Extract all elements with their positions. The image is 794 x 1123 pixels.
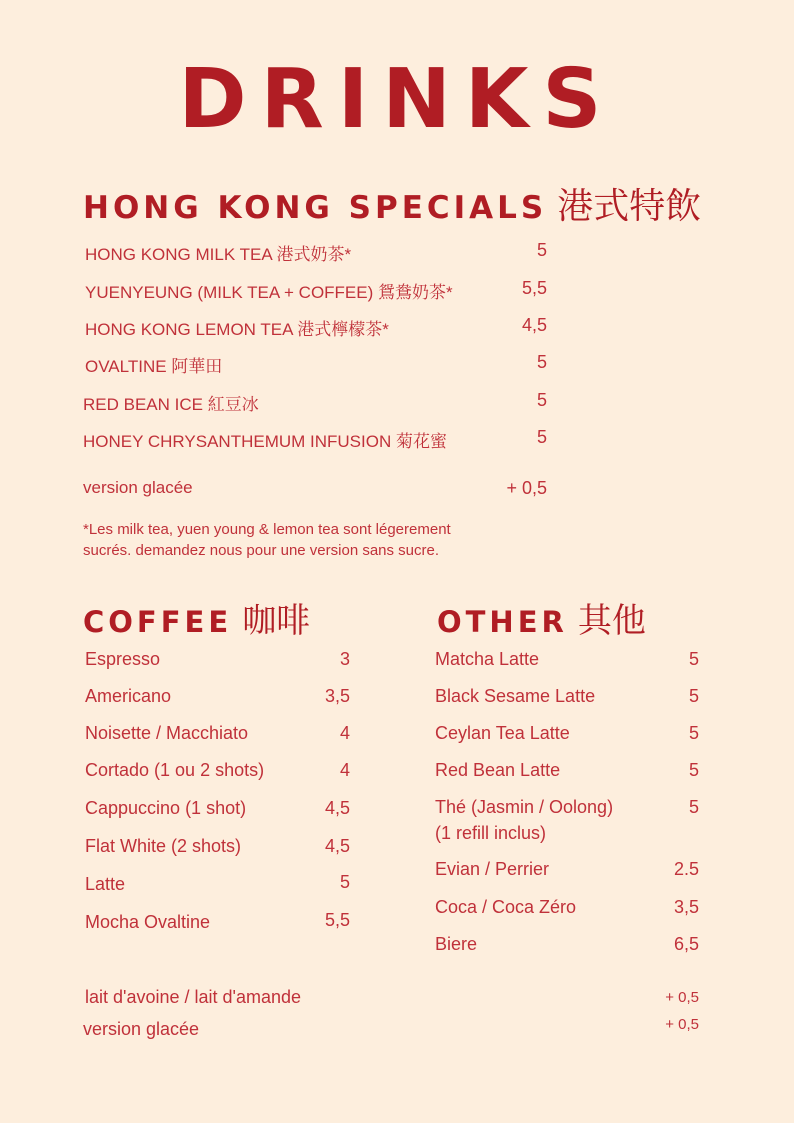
menu-item-name: OVALTINE 阿華田 xyxy=(85,357,223,376)
menu-item-price: 5,5 xyxy=(521,278,547,298)
menu-item-name: Black Sesame Latte xyxy=(435,686,596,706)
plant-milk-price: + 0,5 xyxy=(665,989,699,1006)
menu-item-name: Coca / Coca Zéro xyxy=(435,897,577,917)
menu-item-price: 4,5 xyxy=(521,315,547,335)
menu-item-price: 3 xyxy=(339,649,350,669)
hk-specials-heading-label: HONG KONG SPECIALS xyxy=(83,190,548,226)
menu-item-price: 5 xyxy=(339,872,350,892)
menu-item-name: Cortado (1 ou 2 shots) xyxy=(85,760,265,780)
menu-item-name: Ceylan Tea Latte xyxy=(435,723,570,743)
menu-item-price: 5 xyxy=(688,797,699,817)
menu-item-price: 3,5 xyxy=(673,897,699,917)
menu-item-price: 5 xyxy=(536,352,547,372)
menu-item-name: Mocha Ovaltine xyxy=(85,912,211,932)
menu-item-subline: (1 refill inclus) xyxy=(435,823,547,843)
menu-item-price: 4,5 xyxy=(324,836,350,856)
menu-item-price: 5 xyxy=(688,760,699,780)
menu-item-name: Noisette / Macchiato xyxy=(85,723,249,743)
menu-item-price: 5 xyxy=(536,240,547,260)
menu-item-price: 4,5 xyxy=(324,798,350,818)
iced-version-label: version glacée xyxy=(83,478,193,497)
iced-version-price: + 0,5 xyxy=(665,1016,699,1033)
coffee-heading xyxy=(83,593,310,642)
menu-item-name: Matcha Latte xyxy=(435,649,540,669)
menu-item-name: Cappuccino (1 shot) xyxy=(85,798,247,818)
menu-item-name: Americano xyxy=(85,686,172,706)
menu-item-price: 6,5 xyxy=(673,934,699,954)
menu-item-price: 5 xyxy=(536,390,547,410)
menu-item-price: 5 xyxy=(536,427,547,447)
sugar-note-line-1: *Les milk tea, yuen young & lemon tea sont légerement xyxy=(83,521,451,538)
menu-item-name: HONG KONG LEMON TEA 港式檸檬茶* xyxy=(85,320,389,339)
menu-item-price: 4 xyxy=(339,760,350,780)
menu-item-name: HONG KONG MILK TEA 港式奶茶* xyxy=(85,245,352,264)
menu-item-name: HONEY CHRYSANTHEMUM INFUSION 菊花蜜 xyxy=(83,432,447,451)
menu-item-price: 5 xyxy=(688,649,699,669)
other-heading-cn: 其他 xyxy=(577,601,646,641)
plant-milk-label: lait d'avoine / lait d'amande xyxy=(85,987,302,1007)
menu-item-name: Biere xyxy=(435,934,478,954)
sugar-note-line-2: sucrés. demandez nous pour une version sans sucre. xyxy=(83,542,440,559)
menu-item-name: Flat White (2 shots) xyxy=(85,836,242,856)
menu-item-name: Thé (Jasmin / Oolong) xyxy=(435,797,614,817)
other-heading xyxy=(437,593,646,642)
menu-item-name: Latte xyxy=(85,874,126,894)
iced-version-label: version glacée xyxy=(83,1019,200,1039)
hk-specials-heading xyxy=(83,178,701,229)
coffee-heading-label: COFFEE xyxy=(83,605,233,639)
other-heading-label: OTHER xyxy=(437,605,568,639)
menu-item-name: Espresso xyxy=(85,649,161,669)
menu-item-price: 2.5 xyxy=(673,859,699,879)
menu-item-name: Red Bean Latte xyxy=(435,760,561,780)
menu-item-price: 4 xyxy=(339,723,350,743)
menu-item-price: 5,5 xyxy=(324,910,350,930)
menu-item-price: 5 xyxy=(688,686,699,706)
menu-item-price: 3,5 xyxy=(324,686,350,706)
menu-item-price: 5 xyxy=(688,723,699,743)
menu-item-name: YUENYEUNG (MILK TEA + COFFEE) 鴛鴦奶茶* xyxy=(85,283,453,302)
menu-item-name: RED BEAN ICE 紅豆冰 xyxy=(83,395,259,414)
coffee-heading-cn: 咖啡 xyxy=(242,601,311,641)
iced-version-price: + 0,5 xyxy=(506,478,547,498)
page-title: DRINKS xyxy=(178,52,616,147)
hk-specials-heading-cn: 港式特飲 xyxy=(557,186,702,227)
menu-item-name: Evian / Perrier xyxy=(435,859,550,879)
sugar-note xyxy=(83,519,451,561)
